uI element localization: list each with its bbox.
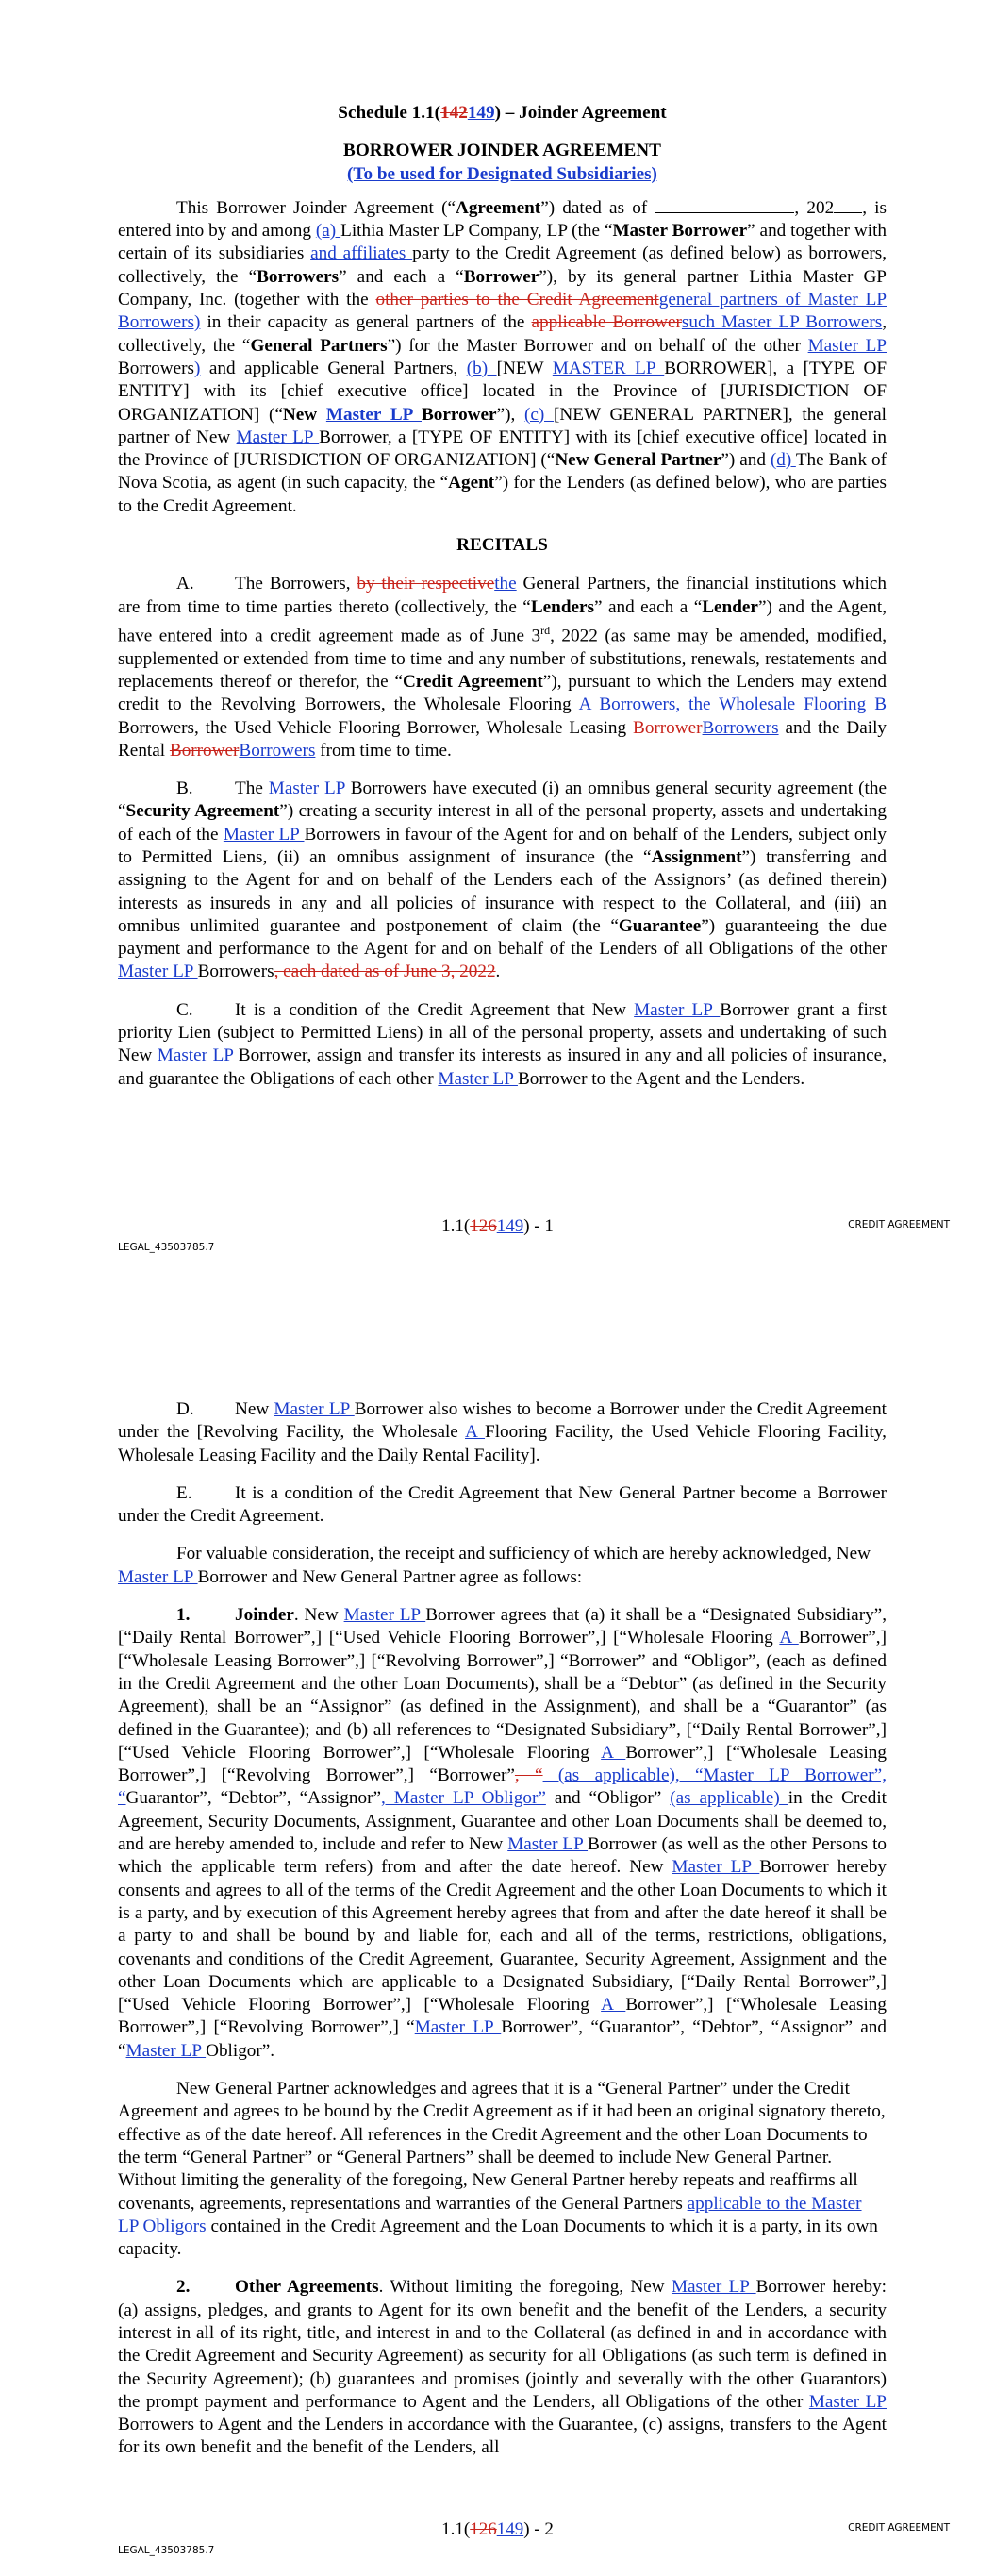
page-1-content xyxy=(118,102,887,1091)
recitals-heading: RECITALS xyxy=(456,535,548,556)
page-2-number-inserted: 149 xyxy=(496,2519,524,2539)
schedule-title-prefix: Schedule 1.1( xyxy=(338,103,441,123)
agreement-subtitle: (To be used for Designated Subsidiaries) xyxy=(347,163,657,184)
page-2-number-deleted: 126 xyxy=(470,2519,497,2539)
page-1-doc-ref: LEGAL_43503785.7 xyxy=(118,1242,215,1253)
schedule-title-suffix: ) – Joinder Agreement xyxy=(494,103,667,123)
recital-c: C. It is a condition of the Credit Agreement that New Master LP Borrower grant a first priority Lien (subject to Permitted Liens) in all of the personal property, assets and undertaking of such New Master LP Borrower, assign and transfer its interests as insured in any and all policies of insurance, and guarantee the Obligations of each other Master LP Borrower to the Agent and the Lenders. xyxy=(118,999,887,1089)
page-2-footer-label: CREDIT AGREEMENT xyxy=(848,2522,950,2534)
section-2-other-agreements: 2. Other Agreements. Without limiting the foregoing, New Master LP Borrower hereby: (a) assigns, pledges, and grants to Agent for its own benefit and the benefit of the Lenders, a security interest in all of its right, title, and interest in and to the Collateral (as defined in and in accordance with the Credit Agreement and Security Agreement) as security for all Obligations (as such term is defined in the Security Agreement); (b) guarantees and promises (jointly and severally with the other Guarantors) the prompt payment and performance to Agent and the Lenders, all Obligations of the other Master LP Borrowers to Agent and the Lenders in accordance with the Guarantee, (c) assigns, transfers to the Agent for its own benefit and the benefit of the Lenders, all xyxy=(118,2277,887,2458)
page-1-number-deleted: 126 xyxy=(470,1216,497,1236)
recital-b: B. The Master LP Borrowers have executed (i) an omnibus general security agreement (the “Security Agreement”) creating a security interest in all of the personal property, assets and undertaking of each of the Master LP Borrowers in favour of the Agent for and on behalf of the Lenders, subject only to Permitted Liens, (ii) an omnibus assignment of insurance (the “Assignment”) transferring and assigning to the Agent for and on behalf of the Lenders each of the Assignors’ (as defined therein) interests as insureds in any and all policies of insurance with respect to the Collateral, and (iii) an omnibus unlimited guarantee and postponement of claim (the “Guarantee”) guaranteeing the due payment and performance to the Agent for and on behalf of the Lenders of all Obligations of the other Master LP Borrowers, each dated as of June 3, 2022. xyxy=(118,778,887,982)
schedule-number-inserted: 149 xyxy=(467,103,495,123)
recital-a: A. The Borrowers, by their respectivethe General Partners, the financial institutions which are from time to time parties thereto (collectively, the “Lenders” and each a “Lender”) and the Agent, have entered into a credit agreement made as of June 3rd, 2022 (as same may be amended, modified, supplemented or extended from time to time and any number of substitutions, renewals, restatements and replacements thereof or therefor, the “Credit Agreement”), pursuant to which the Lenders may extend credit to the Revolving Borrowers, the Wholesale Flooring A Borrowers, the Wholesale Flooring B Borrowers, the Used Vehicle Flooring Borrower, Wholesale Leasing BorrowerBorrowers and the Daily Rental BorrowerBorrowers from time to time. xyxy=(118,574,887,761)
section-1-joinder: 1. Joinder. New Master LP Borrower agrees that (a) it shall be a “Designated Subsidiary”, [“Daily Rental Borrower”,] [“Used Vehicle Flooring Borrower”,] [“Wholesale Flooring A Borrower”,] [“Wholesale Leasing Borrower”,] [“Revolving Borrower”,] “Borrower” and “Obligor”, (each as defined in the Credit Agreement and the other Loan Documents), shall be a “Debtor” (as defined in the Security Agreement), shall be an “Assignor” (as defined in the Assignment), and shall be a “Guarantor” (as defined in the Guarantee); and (b) all references to “Designated Subsidiary”, [“Daily Rental Borrower”,] [“Used Vehicle Flooring Borrower”,] [“Wholesale Flooring A Borrower”,] [“Wholesale Leasing Borrower”,] [“Revolving Borrower”,] “Borrower”, “ (as applicable), “Master LP Borrower”, “Guarantor”, “Debtor”, “Assignor”, Master LP Obligor” and “Obligor” (as applicable) in the Credit Agreement, Security Documents, Assignment, Guarantee and other Loan Documents shall be deemed to, and are hereby amended to, include and refer to New Master LP Borrower (as well as the other Persons to which the applicable term refers) from and after the date hereof. New Master LP Borrower hereby consents and agrees to all of the terms of the Credit Agreement and the other Loan Documents to which it is a party, and by execution of this Agreement hereby agrees that from and after the date hereof it shall be a party to and shall be bound by and liable for, each and all of the terms, restrictions, obligations, covenants and conditions of the Credit Agreement, Guarantee, Security Agreement, Assignment and the other Loan Documents which are applicable to a Designated Subsidiary, [“Daily Rental Borrower”,] [“Used Vehicle Flooring Borrower”,] [“Wholesale Flooring A Borrower”,] [“Wholesale Leasing Borrower”,] [“Revolving Borrower”,] “Master LP Borrower”, “Guarantor”, “Debtor”, “Assignor” and “Master LP Obligor”. xyxy=(118,1605,887,2061)
page-1-number-prefix: 1.1( xyxy=(441,1216,471,1236)
preamble-paragraph: This Borrower Joinder Agreement (“Agreement”) dated as of , 202 , is entered into by and among (a) Lithia Master LP Company, LP (the “Master Borrower” and together with certain of its subsidiaries and affiliates party to the Credit Agreement (as defined below) as borrowers, collectively, the “Borrowers” and each a “Borrower”), by its general partner Lithia Master GP Company, Inc. (together with the other parties to the Credit Agreementgeneral partners of Master LP Borrowers) in their capacity as general partners of the applicable Borrowersuch Master LP Borrowers, collectively, the “General Partners”) for the Master Borrower and on behalf of the other Master LP Borrowers) and applicable General Partners, (b) [NEW MASTER LP BORROWER], a [TYPE OF ENTITY] with its [chief executive office] located in the Province of [JURISDICTION OF ORGANIZATION] (“New Master LP Borrower”), (c) [NEW GENERAL PARTNER], the general partner of New Master LP Borrower, a [TYPE OF ENTITY] with its [chief executive office] located in the Province of [JURISDICTION OF ORGANIZATION] (“New General Partner”) and (d) The Bank of Nova Scotia, as agent (in such capacity, the “Agent”) for the Lenders (as defined below), who are parties to the Credit Agreement. xyxy=(118,197,887,516)
agreement-title: BORROWER JOINDER AGREEMENT xyxy=(343,141,661,161)
schedule-number-deleted: 142 xyxy=(440,103,468,123)
consideration-paragraph: For valuable consideration, the receipt and sufficiency of which are hereby acknowledged, New Master LP Borrower and New General Partner agree as follows: xyxy=(118,1544,871,1587)
page-1-footer-label: CREDIT AGREEMENT xyxy=(848,1219,950,1230)
page-2-number xyxy=(0,2519,995,2540)
page-2-number-prefix: 1.1( xyxy=(441,2519,471,2539)
page-2 xyxy=(0,1288,995,2576)
schedule-title xyxy=(118,102,887,125)
page-2-number-suffix: ) - 2 xyxy=(523,2519,554,2539)
page-1-number-inserted: 149 xyxy=(496,1216,524,1236)
page-1-number-suffix: ) - 1 xyxy=(523,1216,554,1236)
recital-d: D. New Master LP Borrower also wishes to become a Borrower under the Credit Agreement under the [Revolving Facility, the Wholesale A Flooring Facility, the Used Vehicle Flooring Facility, Wholesale Leasing Facility and the Daily Rental Facility]. xyxy=(118,1399,887,1465)
page-2-doc-ref: LEGAL_43503785.7 xyxy=(118,2545,215,2556)
general-partner-paragraph: New General Partner acknowledges and agrees that it is a “General Partner” under the Credit Agreement and agrees to be bound by the Credit Agreement as if it had been an original signatory thereto, effective as of the date hereof. All references in the Credit Agreement and the other Loan Documents to the term “General Partner” or “General Partners” shall be deemed to include New General Partner. Without limiting the generality of the foregoing, New General Partner hereby repeats and reaffirms all covenants, agreements, representations and warranties of the General Partners applicable to the Master LP Obligors contained in the Credit Agreement and the Loan Documents to which it is a party, in its own capacity. xyxy=(118,2079,886,2260)
recital-e: E. It is a condition of the Credit Agreement that New General Partner become a Borrower under the Credit Agreement. xyxy=(118,1482,887,1527)
page-1-number xyxy=(0,1216,995,1237)
page-2-content xyxy=(118,1398,887,2460)
